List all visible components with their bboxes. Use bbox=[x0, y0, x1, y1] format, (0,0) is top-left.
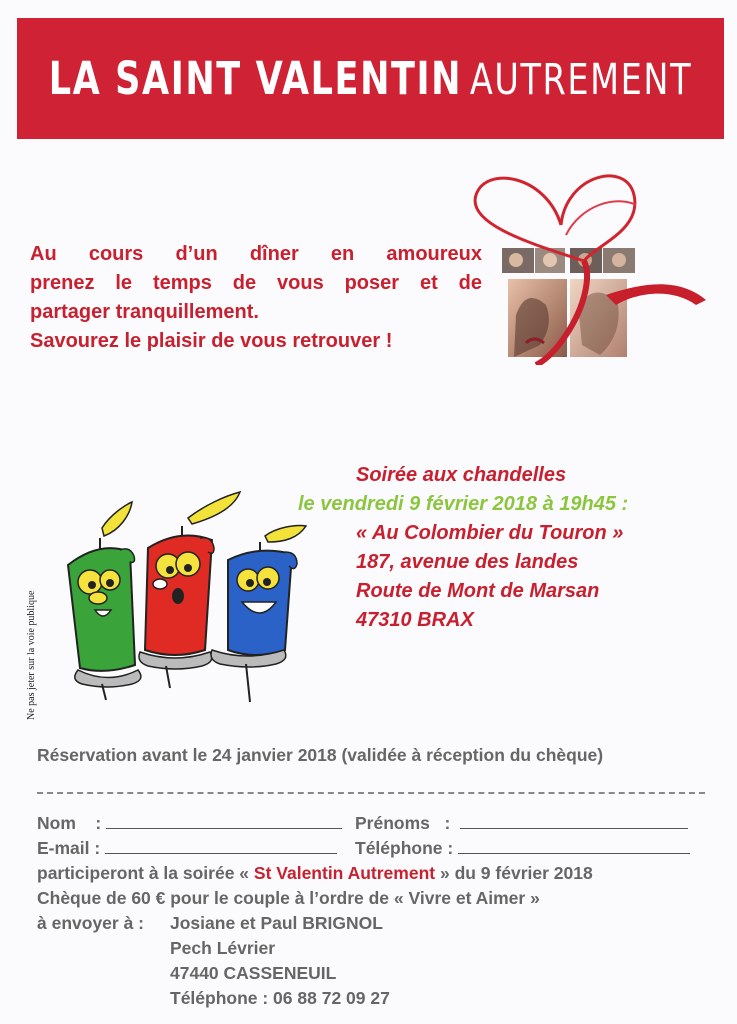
intro-line: Au cours d’un dîner en amoureux bbox=[30, 243, 482, 265]
candles-illustration bbox=[60, 490, 310, 705]
telephone-row: Téléphone : bbox=[355, 838, 690, 859]
banner-title-sub: AUTREMENT bbox=[469, 55, 693, 105]
event-title: Soirée aux chandelles bbox=[356, 464, 567, 486]
telephone-field[interactable] bbox=[458, 841, 690, 854]
nom-row: Nom : bbox=[37, 813, 342, 834]
nom-field[interactable] bbox=[106, 816, 342, 829]
heart-photo-collage-illustration bbox=[466, 165, 711, 365]
cut-line-divider bbox=[37, 792, 705, 794]
participate-suffix: » du 9 février 2018 bbox=[439, 863, 593, 883]
event-venue: « Au Colombier du Touron » bbox=[356, 522, 624, 544]
event-date: le vendredi 9 février 2018 à 19h45 : bbox=[298, 493, 629, 515]
telephone-label: Téléphone bbox=[355, 838, 443, 858]
email-row: E-mail : bbox=[37, 838, 337, 859]
email-label: E-mail bbox=[37, 838, 90, 858]
contact-name: Josiane et Paul BRIGNOL bbox=[170, 913, 383, 933]
participation-line bbox=[37, 863, 593, 884]
title-banner bbox=[17, 18, 724, 139]
event-address-route: Route de Mont de Marsan bbox=[356, 580, 600, 602]
participate-prefix: participeront à la soirée « bbox=[37, 863, 250, 883]
contact-street: Pech Lévrier bbox=[170, 938, 276, 958]
contact-phone: Téléphone : 06 88 72 09 27 bbox=[170, 988, 390, 1008]
blue-candle-icon bbox=[211, 525, 306, 702]
event-address-city: 47310 BRAX bbox=[356, 609, 474, 631]
intro-paragraph bbox=[30, 240, 482, 356]
intro-line: Savourez le plaisir de vous retrouver ! bbox=[30, 330, 393, 352]
intro-line: prenez le temps de vous poser et de bbox=[30, 272, 482, 294]
participate-event-name: St Valentin Autrement bbox=[253, 863, 436, 883]
event-address-street: 187, avenue des landes bbox=[356, 551, 579, 573]
nom-label: Nom bbox=[37, 813, 76, 833]
banner-title-main: LA SAINT VALENTIN bbox=[48, 52, 463, 105]
banner-title bbox=[49, 52, 692, 105]
cheque-line: Chèque de 60 € pour le couple à l’ordre de « Vivre et Aimer » bbox=[37, 888, 540, 908]
email-field[interactable] bbox=[105, 841, 337, 854]
prenoms-label: Prénoms bbox=[355, 813, 430, 833]
prenoms-row: Prénoms : bbox=[355, 813, 688, 834]
intro-line: partager tranquillement. bbox=[30, 301, 259, 323]
reservation-deadline: Réservation avant le 24 janvier 2018 (validée à réception du chèque) bbox=[37, 745, 604, 765]
send-to-label: à envoyer à : bbox=[37, 913, 144, 933]
side-note: Ne pas jeter sur la voie publique bbox=[26, 590, 37, 720]
prenoms-field[interactable] bbox=[460, 816, 688, 829]
contact-city: 47440 CASSENEUIL bbox=[170, 963, 337, 983]
green-candle-icon bbox=[68, 502, 141, 700]
